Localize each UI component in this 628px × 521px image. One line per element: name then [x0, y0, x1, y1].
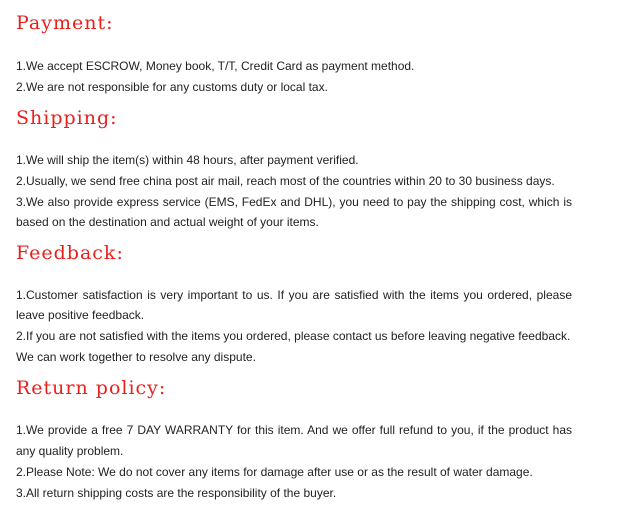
shipping-line-3: 3.We also provide express service (EMS, FedEx and DHL), you need to pay the shipping cost, which is — [16, 195, 572, 209]
feedback-line-1: 1.Customer satisfaction is very important to us. If you are satisfied with the items you ordered, please — [16, 288, 572, 302]
payment-heading: Payment: — [16, 12, 114, 34]
payment-line-1: 1.We accept ESCROW, Money book, T/T, Credit Card as payment method. — [16, 59, 415, 73]
return-policy-line-4: 3.All return shipping costs are the responsibility of the buyer. — [16, 486, 337, 500]
return-policy-heading: Return policy: — [16, 377, 167, 399]
return-policy-line-3: 2.Please Note: We do not cover any items for damage after use or as the result of water damage. — [16, 465, 533, 479]
return-policy-line-2: any quality problem. — [16, 444, 124, 458]
shipping-line-1: 1.We will ship the item(s) within 48 hours, after payment verified. — [16, 153, 359, 167]
feedback-line-3: 2.If you are not satisfied with the items you ordered, please contact us before leaving negative feedback. — [16, 329, 571, 343]
shipping-heading: Shipping: — [16, 107, 118, 129]
shipping-line-2: 2.Usually, we send free china post air mail, reach most of the countries within 20 to 30 business days. — [16, 174, 555, 188]
return-policy-line-1: 1.We provide a free 7 DAY WARRANTY for this item. And we offer full refund to you, if the product has — [16, 423, 572, 437]
shipping-line-4: based on the destination and actual weight of your items. — [16, 215, 319, 229]
payment-line-2: 2.We are not responsible for any customs duty or local tax. — [16, 80, 328, 94]
feedback-line-2: leave positive feedback. — [16, 308, 145, 322]
feedback-heading: Feedback: — [16, 242, 124, 264]
feedback-line-4: We can work together to resolve any dispute. — [16, 350, 256, 364]
